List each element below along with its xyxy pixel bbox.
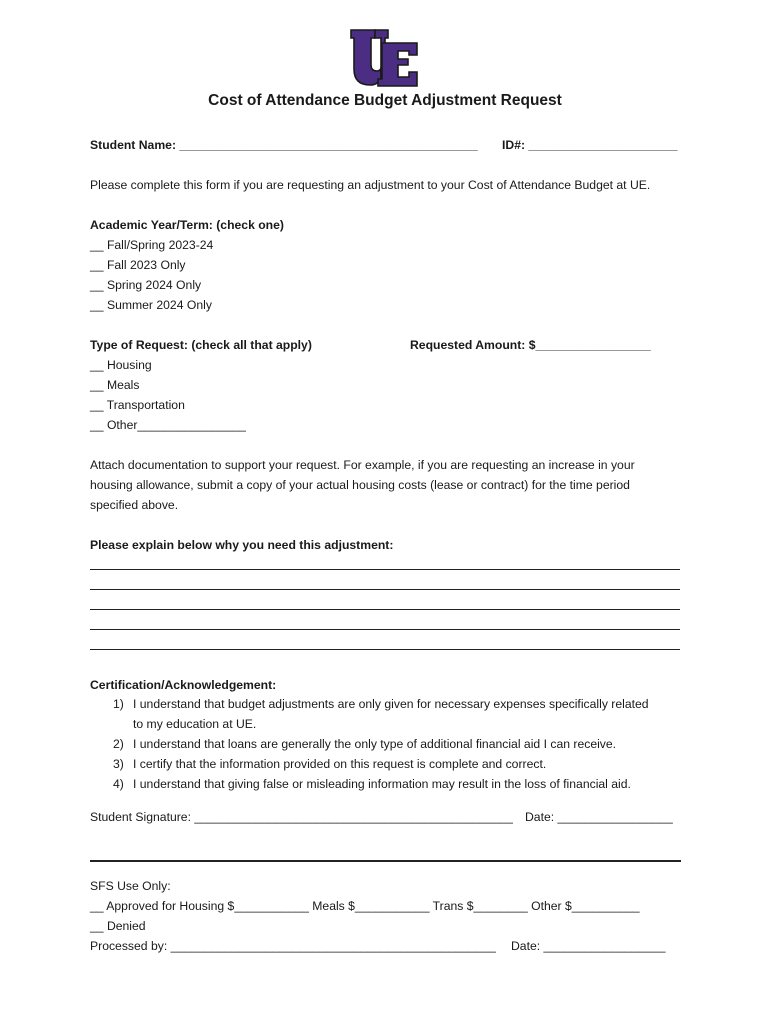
sfs-heading: SFS Use Only: [90,879,171,893]
sfs-approved[interactable]: __ Approved for Housing $___________ Meals $___________ Trans $________ Other $__________ [90,899,640,913]
requested-amount-field[interactable]: Requested Amount: $_________________ [410,338,651,352]
item-number: 4) [113,777,124,791]
explain-line[interactable] [90,629,680,630]
item-text: I understand that budget adjustments are only given for necessary expenses specifically related [133,697,649,711]
student-name-field[interactable]: Student Name: ____________________________________________ [90,138,478,152]
processed-by-field[interactable]: Processed by: ________________________________________________ [90,939,496,953]
attach-text: specified above. [90,498,179,512]
request-option[interactable]: __ Meals [90,378,140,392]
processed-date-field[interactable]: Date: __________________ [511,939,666,953]
student-signature-field[interactable]: Student Signature: _______________________________________________ [90,810,513,824]
certification-item [113,756,546,772]
item-number: 3) [113,757,124,771]
ue-logo-e [378,43,417,86]
explain-heading: Please explain below why you need this adjustment: [90,538,394,552]
explain-line[interactable] [90,649,680,650]
request-option[interactable]: __ Other________________ [90,418,246,432]
request-option[interactable]: __ Transportation [90,398,185,412]
request-option[interactable]: __ Housing [90,358,152,372]
certification-item [113,776,631,792]
explain-line[interactable] [90,569,680,570]
student-id-field[interactable]: ID#: ______________________ [502,138,678,152]
item-text: to my education at UE. [133,717,257,731]
certification-item [113,716,256,732]
attach-text: Attach documentation to support your request. For example, if you are requesting an increase in your [90,458,635,472]
page-title: Cost of Attendance Budget Adjustment Request [208,92,562,109]
sfs-denied[interactable]: __ Denied [90,919,146,933]
academic-option[interactable]: __ Summer 2024 Only [90,298,212,312]
academic-option[interactable]: __ Fall/Spring 2023-24 [90,238,214,252]
attach-text: housing allowance, submit a copy of your actual housing costs (lease or contract) for the time period [90,478,630,492]
intro-text: Please complete this form if you are requesting an adjustment to your Cost of Attendance Budget at UE. [90,178,651,192]
explain-line[interactable] [90,609,680,610]
request-heading: Type of Request: (check all that apply) [90,338,312,352]
item-text: I certify that the information provided on this request is complete and correct. [133,757,547,771]
item-number: 2) [113,737,124,751]
item-number: 1) [113,697,124,711]
certification-heading: Certification/Acknowledgement: [90,678,277,692]
certification-item [113,696,649,712]
signature-date-field[interactable]: Date: _________________ [525,810,673,824]
certification-item [113,736,616,752]
ue-logo [348,27,420,89]
item-text: I understand that giving false or misleading information may result in the loss of financial aid. [133,777,631,791]
academic-heading: Academic Year/Term: (check one) [90,218,284,232]
academic-option[interactable]: __ Spring 2024 Only [90,278,202,292]
item-text: I understand that loans are generally the only type of additional financial aid I can receive. [133,737,617,751]
divider [90,860,681,862]
explain-line[interactable] [90,589,680,590]
academic-option[interactable]: __ Fall 2023 Only [90,258,186,272]
